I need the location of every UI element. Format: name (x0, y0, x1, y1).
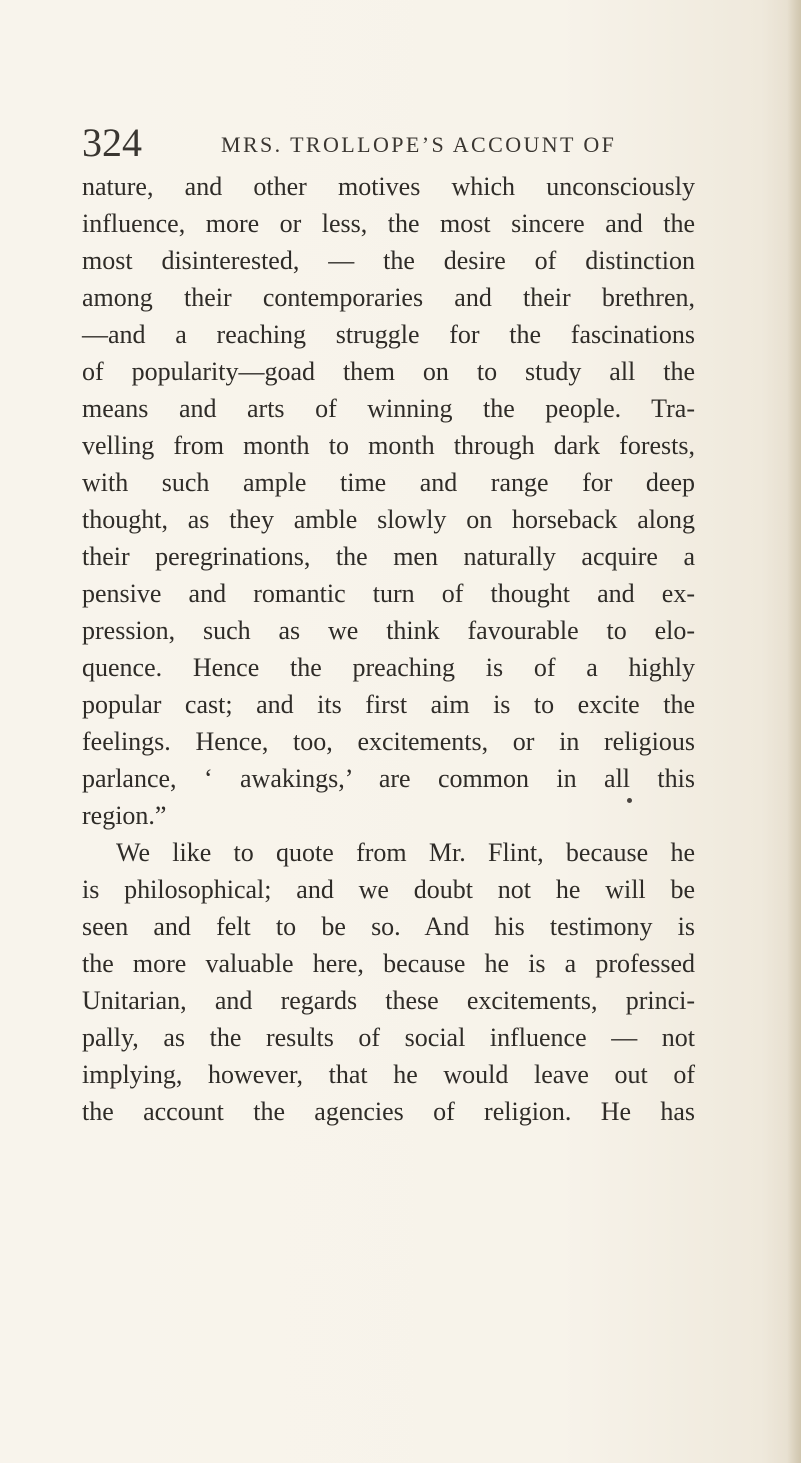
text-line-2: influence, more or less, the most sincere and the (82, 209, 695, 238)
text-line-21: seen and felt to be so. And his testimony is (82, 912, 695, 941)
text-line-25: implying, however, that he would leave out of (82, 1060, 695, 1089)
text-line-8: velling from month to month through dark forests, (82, 431, 695, 460)
text-line-24: pally, as the results of social influence — not (82, 1023, 695, 1052)
text-line-4: among their contemporaries and their brethren, (82, 283, 695, 312)
text-line-22: the more valuable here, because he is a professed (82, 949, 695, 978)
text-line-9: with such ample time and range for deep (82, 468, 695, 497)
text-line-19: We like to quote from Mr. Flint, because he (116, 838, 695, 867)
running-head: MRS. TROLLOPE’S ACCOUNT OF (221, 132, 617, 157)
text-line-26: the account the agencies of religion. He has (82, 1097, 695, 1126)
ink-dot (627, 798, 632, 803)
text-line-6: of popularity—goad them on to study all the (82, 357, 695, 386)
text-line-18: region.” (82, 801, 167, 830)
text-line-1: nature, and other motives which unconsciously (82, 172, 695, 201)
text-line-3: most disinterested, — the desire of distinction (82, 246, 695, 275)
text-line-7: means and arts of winning the people. Tra- (82, 394, 695, 423)
text-line-14: quence. Hence the preaching is of a highly (82, 653, 695, 682)
text-line-5: —and a reaching struggle for the fascinations (82, 320, 695, 349)
text-line-11: their peregrinations, the men naturally acquire a (82, 542, 695, 571)
page-header (82, 118, 742, 168)
text-line-20: is philosophical; and we doubt not he will be (82, 875, 695, 904)
page-number: 324 (82, 120, 142, 165)
text-line-13: pression, such as we think favourable to elo- (82, 616, 695, 645)
text-line-15: popular cast; and its first aim is to excite the (82, 690, 695, 719)
text-line-17: parlance, ‘ awakings,’ are common in all this (82, 764, 695, 793)
text-line-12: pensive and romantic turn of thought and ex- (82, 579, 695, 608)
text-line-23: Unitarian, and regards these excitements, princi- (82, 986, 695, 1015)
page-edge-shadow (787, 0, 801, 1463)
text-line-16: feelings. Hence, too, excitements, or in religious (82, 727, 695, 756)
text-line-10: thought, as they amble slowly on horseback along (82, 505, 695, 534)
